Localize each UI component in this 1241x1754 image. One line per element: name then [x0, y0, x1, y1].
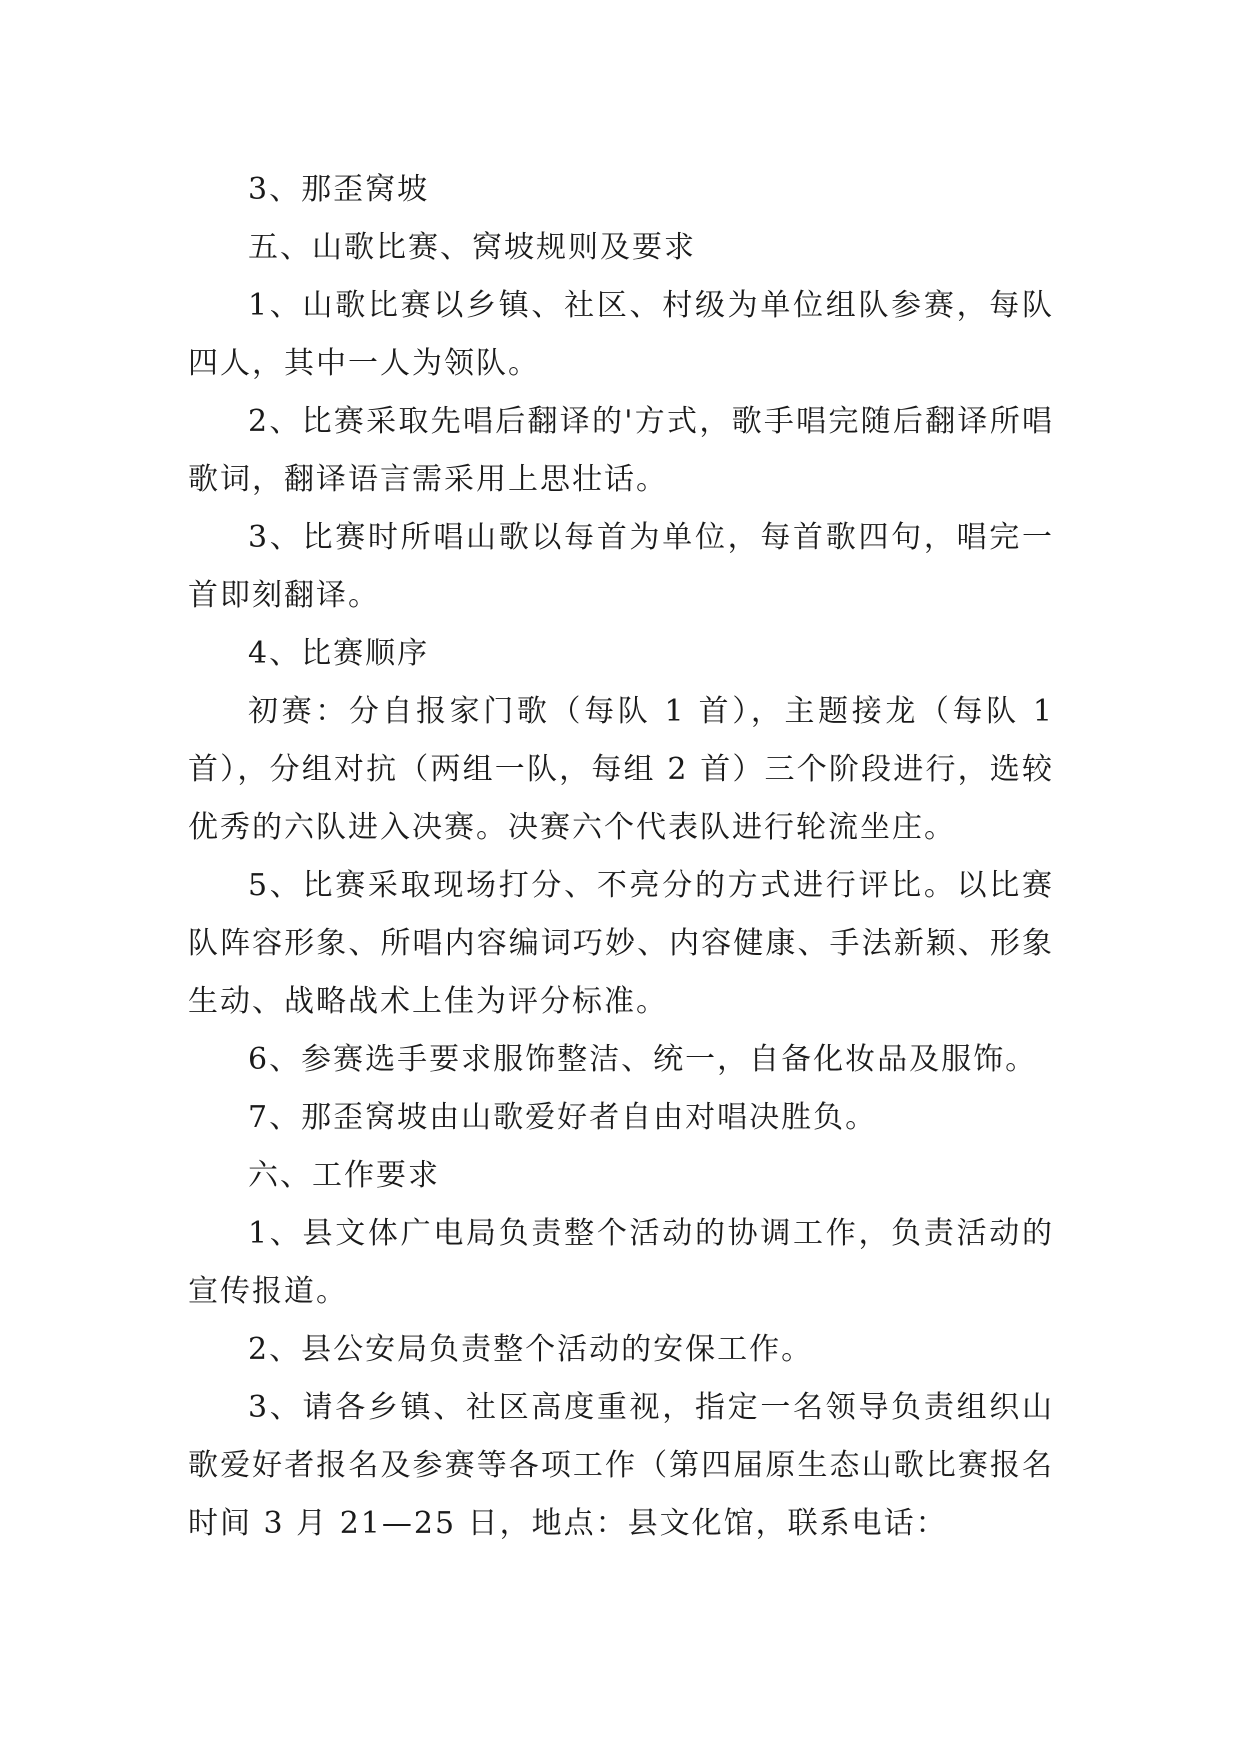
requirement-2: 2、县公安局负责整个活动的安保工作。 — [248, 1332, 814, 1367]
rule-2: 2、比赛采取先唱后翻译的'方式，歌手唱完随后翻译所唱歌词，翻译语言需采用上思壮话。 — [188, 404, 1054, 497]
rule-4: 4、比赛顺序 — [248, 636, 430, 671]
rule-6: 6、参赛选手要求服饰整洁、统一，自备化妆品及服饰。 — [248, 1042, 1038, 1077]
paragraph-item-3-nawai: 3、那歪窝坡 — [248, 172, 430, 207]
preliminary-round: 初赛：分自报家门歌（每队 1 首），主题接龙（每队 1 首），分组对抗（两组一队，每组 2 首）三个阶段进行，选较优秀的六队进入决赛。决赛六个代表队进行轮流坐庄。 — [188, 694, 1054, 845]
rule-1: 1、山歌比赛以乡镇、社区、村级为单位组队参赛，每队四人，其中一人为领队。 — [188, 288, 1054, 381]
rule-7: 7、那歪窝坡由山歌爱好者自由对唱决胜负。 — [248, 1100, 878, 1135]
rule-3: 3、比赛时所唱山歌以每首为单位，每首歌四句，唱完一首即刻翻译。 — [188, 520, 1054, 613]
requirement-1: 1、县文体广电局负责整个活动的协调工作，负责活动的宣传报道。 — [188, 1216, 1054, 1309]
document-body — [188, 161, 1054, 1553]
requirement-3: 3、请各乡镇、社区高度重视，指定一名领导负责组织山歌爱好者报名及参赛等各项工作（第四届原生态山歌比赛报名时间 3 月 21—25 日，地点：县文化馆，联系电话： — [188, 1390, 1054, 1541]
rule-5: 5、比赛采取现场打分、不亮分的方式进行评比。以比赛队阵容形象、所唱内容编词巧妙、内容健康、手法新颖、形象生动、战略战术上佳为评分标准。 — [188, 868, 1054, 1019]
section-heading-5: 五、山歌比赛、窝坡规则及要求 — [248, 230, 696, 265]
section-heading-6: 六、工作要求 — [248, 1158, 440, 1193]
